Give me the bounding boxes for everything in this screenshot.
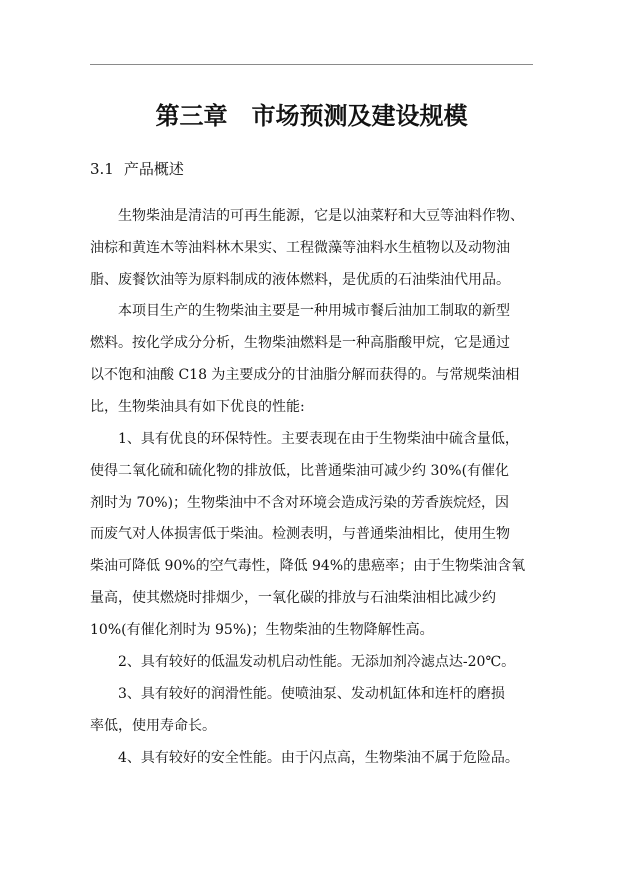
body-line-1: 生物柴油是清洁的可再生能源，它是以油菜籽和大豆等油料作物、	[118, 208, 524, 224]
section-number: 3.1	[90, 160, 114, 178]
body-line-15: 2、具有较好的低温发动机启动性能。无添加剂冷滤点达-20℃。	[118, 654, 516, 670]
body-line-9: 使得二氧化硫和硫化物的排放低，比普通柴油可减少约 30%(有催化	[90, 463, 510, 479]
body-line-12: 柴油可降低 90%的空气毒性，降低 94%的患癌率；由于生物柴油含氧	[90, 558, 526, 574]
body-line-10: 剂时为 70%)；生物柴油中不含对环境会造成污染的芳香族烷烃，因	[90, 495, 510, 511]
body-line-13: 量高，使其燃烧时排烟少，一氧化碳的排放与石油柴油相比减少约	[90, 590, 496, 606]
body-line-6: 以不饱和油酸 C18 为主要成分的甘油脂分解而获得的。与常规柴油相	[90, 367, 520, 383]
section-name: 产品概述	[123, 160, 184, 178]
body-line-7: 比，生物柴油具有如下优良的性能:	[90, 399, 305, 415]
body-line-14: 10%(有催化剂时为 95%)；生物柴油的生物降解性高。	[90, 622, 434, 638]
body-line-3: 脂、废餐饮油等为原料制成的液体燃料，是优质的石油柴油代用品。	[90, 272, 510, 288]
chapter-title	[90, 101, 533, 131]
chapter-number: 第三章	[155, 101, 228, 130]
header-rule	[90, 64, 533, 65]
body-line-8: 1、具有优良的环保特性。主要表现在由于生物柴油中硫含量低，	[118, 431, 519, 447]
body-line-5: 燃料。按化学成分分析，生物柴油燃料是一种高脂酸甲烷，它是通过	[90, 335, 510, 351]
body-line-17: 率低，使用寿命长。	[90, 718, 216, 734]
body-line-18: 4、具有较好的安全性能。由于闪点高，生物柴油不属于危险品。	[118, 750, 519, 766]
chapter-name: 市场预测及建设规模	[251, 101, 468, 130]
body-line-16: 3、具有较好的润滑性能。使喷油泵、发动机缸体和连杆的磨损	[118, 686, 505, 702]
body-line-11: 而废气对人体损害低于柴油。检测表明，与普通柴油相比，使用生物	[90, 526, 510, 542]
body-line-2: 油棕和黄连木等油料林木果实、工程微藻等油料水生植物以及动物油	[90, 240, 510, 256]
body-line-4: 本项目生产的生物柴油主要是一种用城市餐后油加工制取的新型	[118, 303, 510, 319]
section-heading	[90, 158, 184, 180]
